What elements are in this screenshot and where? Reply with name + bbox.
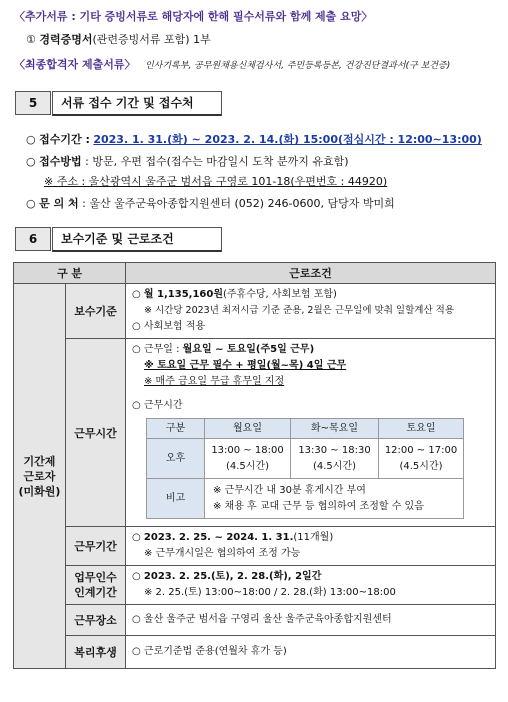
pm-monday: 13:00 ~ 18:00 (4.5시간) (205, 439, 291, 479)
category-line: 근로자 (23, 469, 56, 483)
circle-bullet-icon: ○ (132, 400, 144, 411)
pay-insurance: 사회보험 적용 (143, 321, 206, 332)
hours-label: 근무시간 (66, 339, 126, 527)
place-label: 근무장소 (66, 605, 126, 636)
welfare-label: 복리후생 (66, 636, 126, 669)
period-months: (11개월) (293, 532, 334, 543)
contact-row (26, 195, 395, 211)
circle-bullet-icon: ○ (26, 155, 36, 168)
period-label-cell: 근무기간 (66, 527, 126, 566)
remark-line: ※ 근무시간 내 30분 휴게시간 부여 (213, 484, 366, 496)
saturday-note: ※ 토요일 근무 필수 + 평일(월~목) 4일 근무 (144, 360, 347, 371)
method-value: : 방문, 우편 접수(접수는 마감일시 도착 분까지 유효함) (85, 155, 349, 168)
method-row (26, 153, 349, 169)
welfare-value: 근로기준법 준용(연월차 휴가 등) (143, 646, 287, 657)
circle-bullet-icon: ○ (132, 344, 144, 355)
period-row (26, 131, 482, 147)
section6-number: 6 (15, 227, 51, 251)
circle-bullet-icon: ○ (132, 646, 144, 657)
inner-header: 화~목요일 (291, 419, 379, 439)
pm-label: 오후 (147, 439, 205, 479)
circle-bullet-icon: ○ (132, 289, 144, 300)
section5-title: 서류 접수 기간 및 접수처 (52, 91, 222, 116)
header-left: 구 분 (14, 263, 126, 284)
pm-saturday: 12:00 ~ 17:00 (4.5시간) (379, 439, 464, 479)
remark-cell (205, 479, 464, 519)
handover-dates: 2023. 2. 25.(토), 2. 28.(화), 2일간 (143, 571, 322, 582)
section5-number: 5 (15, 91, 51, 115)
contact-label: 문 의 처 (39, 197, 79, 210)
handover-note: ※ 2. 25.(토) 13:00~18:00 / 2. 28.(화) 13:00~18:00 (144, 587, 396, 598)
address-note: ※ 주소 : 울산광역시 울주군 범서읍 구영로 101-18(우편번호 : 44920) (44, 175, 388, 188)
workdays-value: 월요일 ~ 토요일(주5일 근무) (182, 344, 315, 355)
category-line: (미화원) (18, 484, 61, 498)
category-cell (14, 284, 66, 669)
workdays-label: 근무일 : (143, 344, 183, 355)
friday-note: ※ 매주 금요일 무급 휴무일 지정 (144, 376, 285, 387)
place-cell (126, 605, 496, 636)
item-marker: ① (26, 33, 36, 46)
circle-bullet-icon: ○ (132, 571, 144, 582)
final-docs-title: 〈최종합격자 제출서류〉 (14, 58, 136, 71)
handover-cell (126, 566, 496, 605)
pay-label: 보수기준 (66, 284, 126, 339)
conditions-table (13, 262, 496, 669)
contact-value: : 울산 울주군육아종합지원센터 (052) 246-0600, 담당자 박미희 (82, 197, 395, 210)
pay-amount: 월 1,135,160원 (143, 289, 224, 300)
period-label: 접수기간 : (39, 133, 90, 146)
circle-bullet-icon: ○ (132, 614, 144, 625)
pay-note: ※ 시간당 2023년 최저시급 기준 준용, 2월은 근무일에 맞춰 일할계산 적용 (144, 305, 455, 316)
inner-header: 토요일 (379, 419, 464, 439)
place-value: 울산 울주군 범서읍 구영리 울산 울주군육아종합지원센터 (143, 614, 392, 625)
period-value: 2023. 1. 31.(화) ~ 2023. 2. 14.(화) 15:00(점심시간 : 12:00~13:00) (93, 133, 482, 146)
remark-line: ※ 채용 후 교대 근무 등 협의하여 조정할 수 있음 (213, 500, 424, 512)
hours-cell (126, 339, 496, 527)
inner-header: 월요일 (205, 419, 291, 439)
pm-tue-thu: 13:30 ~ 18:30 (4.5시간) (291, 439, 379, 479)
handover-label: 업무인수 인계기간 (66, 566, 126, 605)
pay-cell (126, 284, 496, 339)
circle-bullet-icon: ○ (132, 321, 144, 332)
item-rest: (관련증빙서류 포함) 1부 (92, 33, 211, 46)
remark-label: 비고 (147, 479, 205, 519)
time-title: 근무시간 (143, 400, 183, 411)
final-docs (14, 56, 450, 72)
circle-bullet-icon: ○ (132, 532, 144, 543)
period-dates: 2023. 2. 25. ~ 2024. 1. 31. (143, 532, 294, 543)
period-note: ※ 근무개시일은 협의하여 조정 가능 (144, 548, 301, 559)
extra-docs-item (26, 31, 211, 47)
welfare-cell (126, 636, 496, 669)
category-line: 기간제 (23, 454, 56, 468)
extra-docs-title: 〈추가서류 : 기타 증빙서류로 해당자에 한해 필수서류와 함께 제출 요망〉 (14, 10, 373, 23)
pay-amount-note: (주휴수당, 사회보험 포함) (223, 289, 337, 300)
section6-title: 보수기준 및 근로조건 (52, 227, 222, 252)
method-label: 접수방법 (39, 155, 82, 168)
hours-inner-table (146, 418, 464, 519)
period-cell (126, 527, 496, 566)
final-docs-list: 인사기록부, 공무원채용신체검사서, 주민등록등본, 건강진단결과서(구 보건증) (144, 61, 451, 71)
header-right: 근로조건 (126, 263, 496, 284)
circle-bullet-icon: ○ (26, 197, 36, 210)
item-bold: 경력증명서 (39, 33, 93, 46)
circle-bullet-icon: ○ (26, 133, 36, 146)
inner-header: 구분 (147, 419, 205, 439)
